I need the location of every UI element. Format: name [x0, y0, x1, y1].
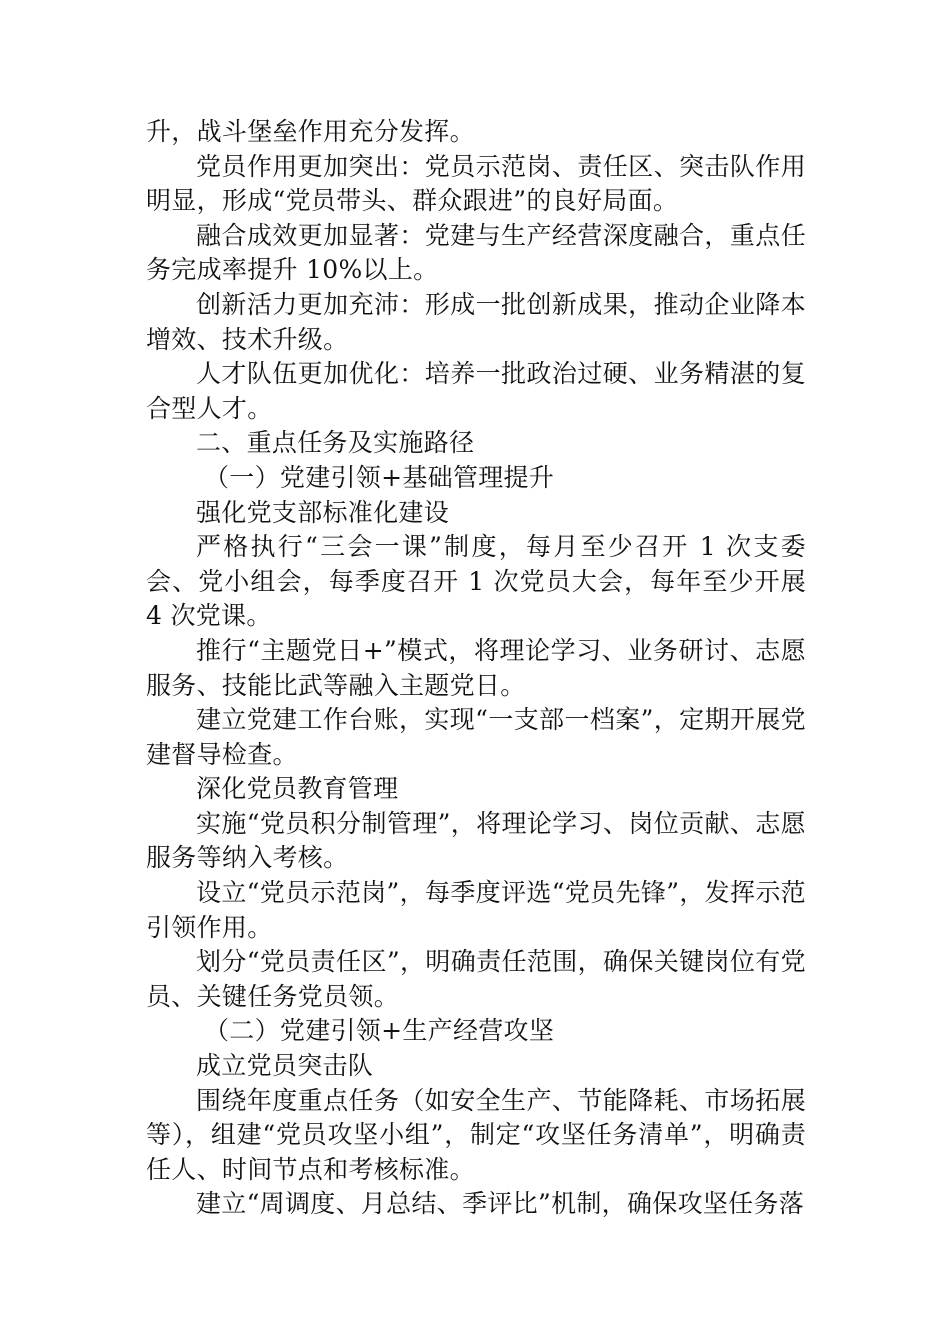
paragraph-talent-team: 人才队伍更加优化：培养一批政治过硬、业务精湛的复合型人才。	[146, 359, 806, 423]
paragraph-model-post: 设立“党员示范岗”，每季度评选“党员先锋”，发挥示范引领作用。	[146, 878, 806, 942]
subsection-heading-basic-management: （一）党建引领+基础管理提升	[204, 462, 555, 492]
paragraph-responsibility-zone: 划分“党员责任区”，明确责任范围，确保关键岗位有党员、关键任务党员领。	[146, 947, 806, 1011]
paragraph-party-member-role: 党员作用更加突出：党员示范岗、责任区、突击队作用明显，形成“党员带头、群众跟进”的良好局面。	[146, 151, 806, 216]
subsection-heading-production-operation: （二）党建引领+生产经营攻坚	[204, 1016, 555, 1046]
topic-heading-branch-standardization: 强化党支部标准化建设	[196, 497, 450, 527]
paragraph-innovation-vitality: 创新活力更加充沛：形成一批创新成果，推动企业降本增效、技术升级。	[146, 289, 806, 354]
paragraph-integration-effect: 融合成效更加显著：党建与生产经营深度融合，重点任务完成率提升 10%以上。	[146, 220, 806, 285]
topic-heading-member-education: 深化党员教育管理	[196, 774, 399, 804]
paragraph-scheduling-mechanism: 建立“周调度、月总结、季评比”机制，确保攻坚任务落	[196, 1189, 805, 1219]
paragraph-key-task-team: 围绕年度重点任务（如安全生产、节能降耗、市场拓展等），组建“党员攻坚小组”，制定“攻坚任务清单”，明确责任人、时间节点和考核标准。	[146, 1085, 806, 1184]
paragraph-points-management: 实施“党员积分制管理”，将理论学习、岗位贡献、志愿服务等纳入考核。	[146, 808, 806, 873]
section-heading-key-tasks: 二、重点任务及实施路径	[196, 428, 475, 458]
document-body	[146, 115, 806, 1222]
topic-heading-commando-team: 成立党员突击队	[196, 1051, 374, 1081]
paragraph-three-meetings-one-lesson: 严格执行“三会一课”制度，每月至少召开 1 次支委会、党小组会，每季度召开 1 次党员大会，每年至少开展 4 次党课。	[146, 532, 806, 631]
paragraph-continuation: 升，战斗堡垒作用充分发挥。	[146, 117, 475, 146]
paragraph-party-ledger: 建立党建工作台账，实现“一支部一档案”，定期开展党建督导检查。	[146, 705, 806, 769]
paragraph-theme-party-day: 推行“主题党日+”模式，将理论学习、业务研讨、志愿服务、技能比武等融入主题党日。	[146, 635, 806, 700]
